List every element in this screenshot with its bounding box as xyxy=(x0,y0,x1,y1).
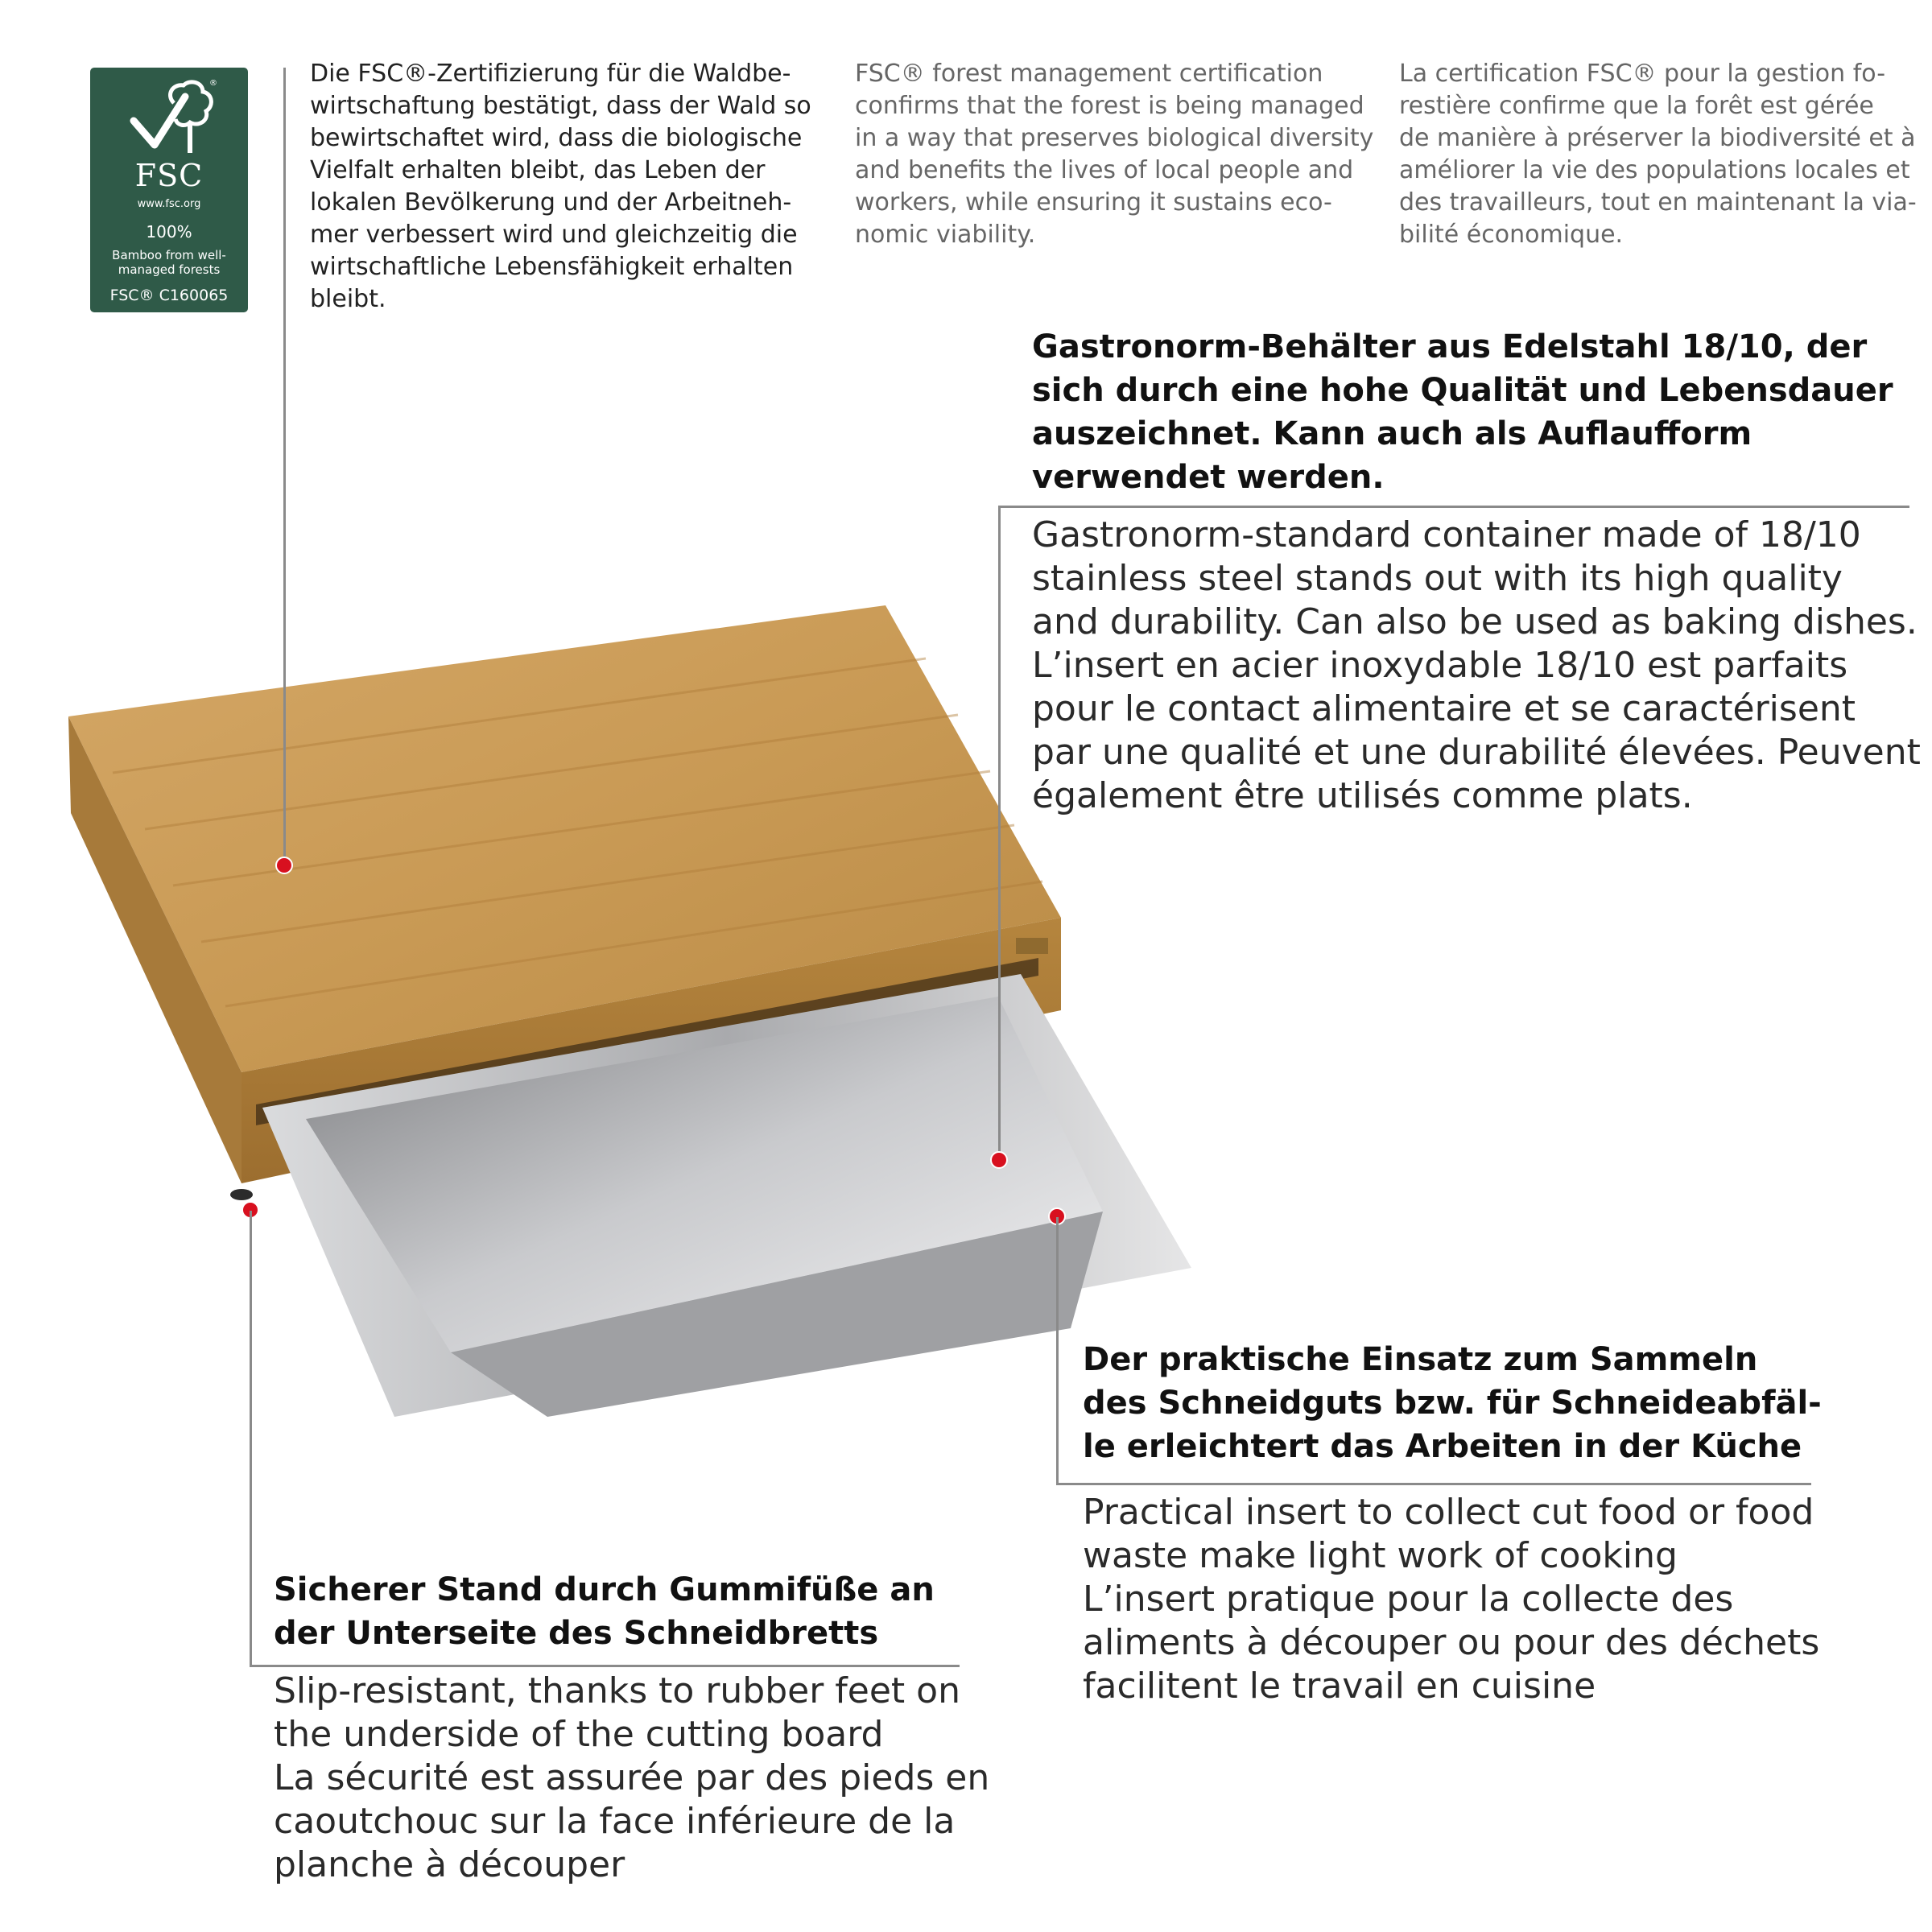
fsc-text-fr: La certification FSC® pour la gestion fo- restière confirme que la forêt est gérée de manière à préserver la biodiversité et à améliorer la vie des populations locales et des travailleurs, tout en maintenant la via- bilité économique. xyxy=(1399,60,1917,249)
svg-text:®: ® xyxy=(209,79,217,88)
callout-insert-heading: Der praktische Einsatz zum Sammeln des Schneidguts bzw. für Schneideabfäl- le erleichtert das Arbeiten in der Küche xyxy=(1083,1341,1822,1465)
callout-insert-rule xyxy=(1056,1483,1811,1485)
fsc-tree-check-icon xyxy=(118,79,221,164)
callout-insert-body: Practical insert to collect cut food or food waste make light work of cooking L’insert pratique pour la collecte des aliments à découper ou pour des déchets facilitent le travail en cuisine xyxy=(1083,1492,1820,1707)
leader-line-feet xyxy=(250,1211,252,1666)
marker-container xyxy=(990,1151,1008,1169)
fsc-name: FSC xyxy=(134,158,204,193)
leader-line-container xyxy=(998,506,1001,1158)
fsc-text-en: FSC® forest management certification confirms that the forest is being managed in a way that preserves biological diversity and benefits the lives of local people and workers, while ensuring it sustains eco- nomic viability. xyxy=(855,60,1374,249)
fsc-url: www.fsc.org xyxy=(137,198,201,210)
callout-container-heading: Gastronorm-Behälter aus Edelstahl 18/10, der sich durch eine hohe Qualität und Lebensdauer auszeichnet. Kann auch als Auflaufform verwendet werden. xyxy=(1032,328,1893,496)
leader-line-fsc xyxy=(283,68,286,866)
fsc-percent: 100% xyxy=(146,222,192,242)
marker-board-top xyxy=(275,857,293,874)
rubber-foot xyxy=(230,1189,253,1200)
leader-line-insert xyxy=(1056,1217,1059,1484)
fsc-badge xyxy=(90,68,248,312)
fsc-bamboo-note: Bamboo from well- managed forests xyxy=(112,248,226,277)
callout-container-rule xyxy=(998,506,1909,508)
callout-container-body: Gastronorm-standard container made of 18/10 stainless steel stands out with its high quality and durability. Can also be used as baking dishes. L’insert en acier inoxydable 18/10 est parfaits pour le contact alimentaire et se caractérisent par une qualité et une durabilité élevées. Peuvent également être utilisés comme plats. xyxy=(1032,514,1921,816)
fsc-text-de: Die FSC®-Zertifizierung für die Waldbe- wirtschaftung bestätigt, dass der Wald so bewirtschaftet wird, dass die biologische Vielfalt erhalten bleibt, das Leben der lokalen Bevölkerung und der Arbeitneh- mer verbessert wird und gleichzeitig die wirtschaftliche Lebensfähigkeit erhalten bleibt. xyxy=(310,60,811,313)
brand-label xyxy=(1016,938,1048,954)
callout-feet-heading: Sicherer Stand durch Gummifüße an der Unterseite des Schneidbretts xyxy=(274,1571,935,1652)
callout-feet-body: Slip-resistant, thanks to rubber feet on the underside of the cutting board La sécurité est assurée par des pieds en caoutchouc sur la face inférieure de la planche à découper xyxy=(274,1670,990,1885)
fsc-license-code: FSC® C160065 xyxy=(109,287,229,304)
callout-feet-rule xyxy=(250,1665,960,1667)
product-illustration xyxy=(0,564,1208,1489)
